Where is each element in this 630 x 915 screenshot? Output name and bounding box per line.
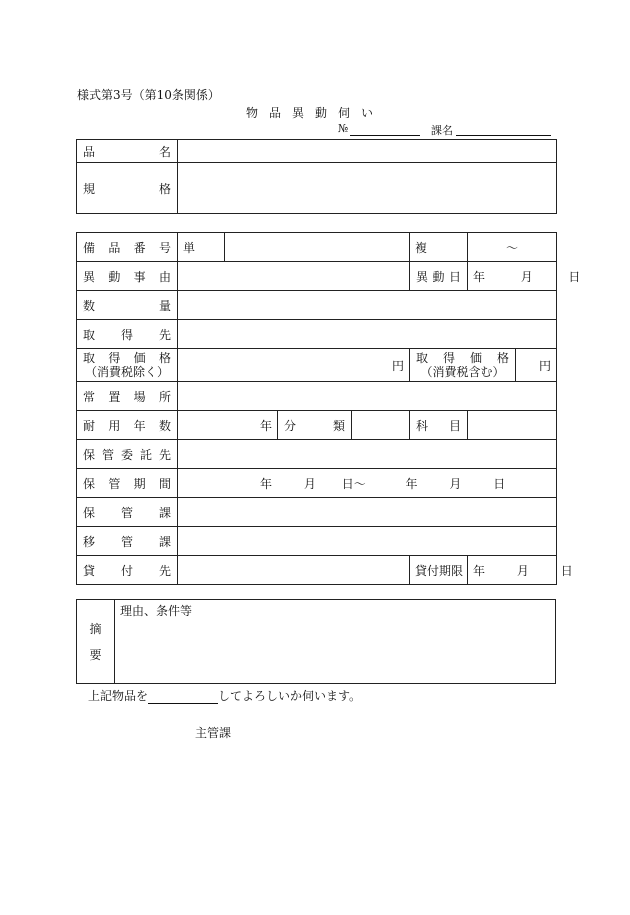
form-number: 様式第3号（第10条関係） [77,88,220,102]
transfer-date-field[interactable] [468,262,581,291]
remarks-hint: 理由、条件等 [120,604,193,618]
spec-label: 規格 [77,163,178,214]
multiple-label: 複 [410,233,468,262]
category-field[interactable] [352,411,410,440]
managing-section-label: 主管課 [195,726,232,740]
lender-label: 貸付先 [77,556,178,585]
section-name-field[interactable] [456,135,551,136]
custody-period-label: 保管期間 [77,469,178,498]
loan-deadline-field[interactable]: 年 月 日 [468,556,557,585]
acquired-from-label: 取得先 [77,320,178,349]
remarks-label: 摘 要 [77,600,115,684]
transfer-reason-label: 異動事由 [77,262,178,291]
loan-deadline-label: 貸付期限 [410,556,468,585]
price-excl-tax-label: 取得価格 （消費税除く） [77,349,178,382]
item-name-label: 品名 [77,140,178,163]
number-label: № [338,122,349,135]
item-table [76,139,557,214]
location-field[interactable] [178,382,557,411]
transfer-table [76,232,581,585]
equipment-number-label: 備品番号 [77,233,178,262]
transfer-section-label: 移管課 [77,527,178,556]
action-blank[interactable] [148,691,218,704]
item-name-field[interactable] [178,140,557,163]
custody-period-field[interactable]: 年 月 日～ 年 月 日 [178,469,557,498]
custody-consignee-label: 保管委託先 [77,440,178,469]
closing-sentence: 上記物品を してよろしいか伺います。 [88,689,362,703]
custody-section-label: 保管課 [77,498,178,527]
location-label: 常置場所 [77,382,178,411]
acquired-from-field[interactable] [178,320,557,349]
subject-field[interactable] [468,411,557,440]
quantity-label: 数量 [77,291,178,320]
year-unit: 年 [473,269,486,284]
day-unit: 日 [568,269,581,284]
price-incl-tax-label: 取得価格 （消費税含む） [410,349,516,382]
price-incl-tax-field[interactable]: 円 [516,349,557,382]
remarks-field[interactable] [115,600,556,684]
transfer-date-label: 異動日 [410,262,468,291]
month-unit: 月 [520,269,533,284]
form-title: 物品異動伺い [245,106,384,120]
subject-label: 科目 [410,411,468,440]
useful-life-label: 耐用年数 [77,411,178,440]
category-label: 分類 [278,411,352,440]
custody-section-field[interactable] [178,498,557,527]
lender-field[interactable] [178,556,410,585]
section-name-label: 課名 [431,124,453,137]
number-field[interactable] [350,135,420,136]
transfer-section-field[interactable] [178,527,557,556]
quantity-field[interactable] [178,291,557,320]
useful-life-field[interactable]: 年 [178,411,278,440]
multiple-range-field[interactable]: ～ [468,233,557,262]
price-excl-tax-field[interactable]: 円 [178,349,410,382]
remarks-table [76,599,556,684]
single-label: 単 [178,233,225,262]
transfer-reason-field[interactable] [178,262,410,291]
spec-field[interactable] [178,163,557,214]
single-number-field[interactable] [225,233,410,262]
custody-consignee-field[interactable] [178,440,557,469]
